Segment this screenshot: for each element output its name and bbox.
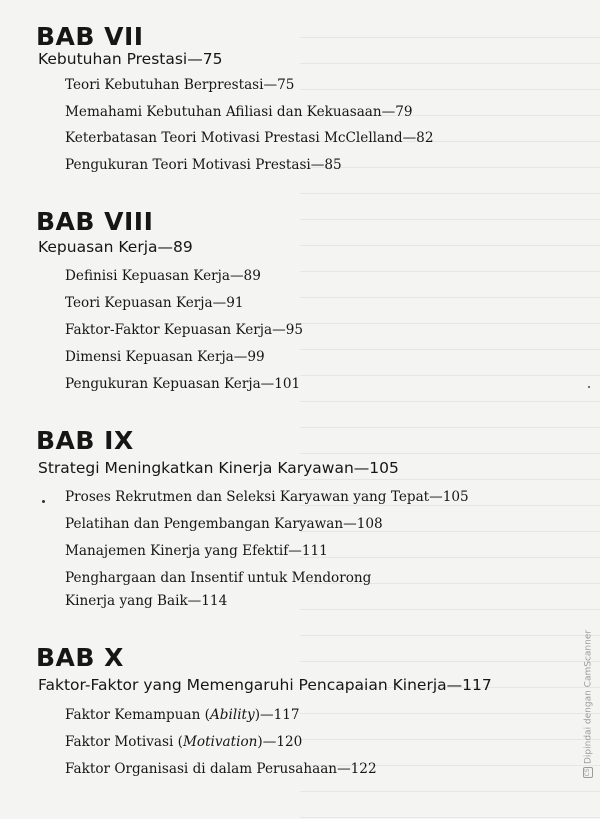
toc-entry: Teori Kebutuhan Berprestasi—75 [65, 77, 295, 93]
chapter-title: Kepuasan Kerja—89 [38, 238, 193, 256]
toc-entry: Memahami Kebutuhan Afiliasi dan Kekuasaan—79 [65, 104, 413, 120]
toc-entry: Pengukuran Teori Motivasi Prestasi—85 [65, 157, 342, 173]
camscanner-icon: CS [584, 768, 591, 777]
toc-entry [65, 704, 300, 726]
toc-entry: Penghargaan dan Insentif untuk Mendorong [65, 570, 372, 586]
toc-entry: Dimensi Kepuasan Kerja—99 [65, 349, 265, 365]
toc-entry: Keterbatasan Teori Motivasi Prestasi McClelland—82 [65, 130, 434, 146]
toc-entry [65, 731, 302, 753]
entry-term: Ability [209, 707, 255, 723]
bullet-mark [42, 500, 45, 503]
toc-entry: Manajemen Kinerja yang Efektif—111 [65, 543, 328, 559]
entry-page: )—120 [257, 734, 303, 750]
speck [588, 386, 590, 388]
toc-entry: Faktor Organisasi di dalam Perusahaan—122 [65, 761, 377, 777]
chapter-title: Strategi Meningkatkan Kinerja Karyawan—105 [38, 459, 399, 477]
chapter-title: Kebutuhan Prestasi—75 [38, 50, 223, 68]
toc-entry: Pelatihan dan Pengembangan Karyawan—108 [65, 516, 383, 532]
chapter-heading: BAB VIII [36, 207, 154, 236]
entry-term: Motivation [182, 734, 258, 750]
chapter-title: Faktor-Faktor yang Memengaruhi Pencapaian Kinerja—117 [38, 676, 492, 694]
toc-entry: Teori Kepuasan Kerja—91 [65, 295, 244, 311]
toc-entry: Faktor-Faktor Kepuasan Kerja—95 [65, 322, 304, 338]
chapter-heading: BAB IX [36, 426, 134, 455]
toc-entry: Definisi Kepuasan Kerja—89 [65, 268, 261, 284]
watermark-text: Dipindai dengan CamScanner [583, 629, 594, 764]
entry-text: Faktor Kemampuan ( [65, 707, 210, 723]
entry-page: )—117 [254, 707, 300, 723]
toc-entry-continuation: Kinerja yang Baik—114 [65, 593, 228, 609]
chapter-heading: BAB VII [36, 22, 144, 51]
scanner-watermark [583, 630, 594, 778]
toc-entry: Proses Rekrutmen dan Seleksi Karyawan yang Tepat—105 [65, 489, 469, 505]
toc-entry: Pengukuran Kepuasan Kerja—101 [65, 376, 301, 392]
chapter-heading: BAB X [36, 643, 124, 672]
entry-text: Faktor Motivasi ( [65, 734, 183, 750]
